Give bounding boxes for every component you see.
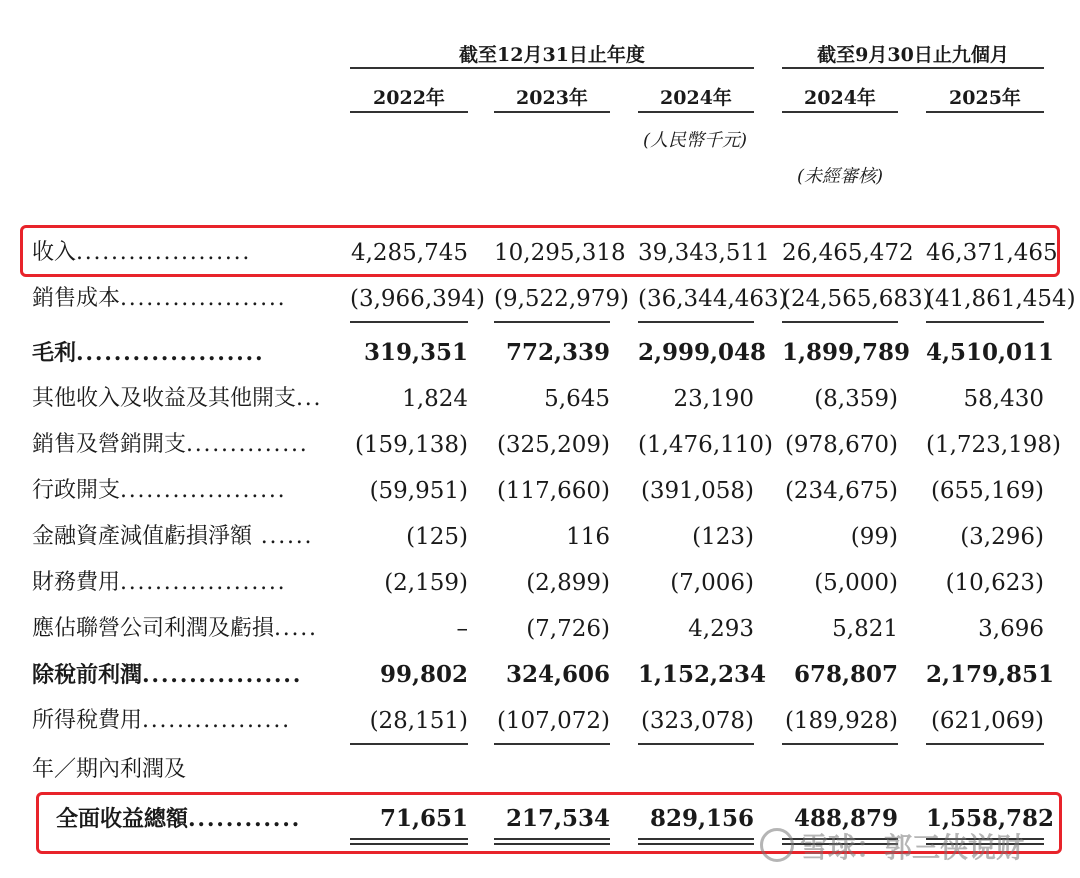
cell-value-9m-2025: 3,696 (978, 616, 1044, 642)
cell-value-9m-2024: (189,928) (784, 708, 898, 734)
year-header-4-rule (782, 111, 898, 113)
leader-dots: ................. (142, 662, 303, 688)
year-header-4: 2024年 (804, 87, 876, 109)
cell-value-2023: (117,660) (496, 478, 610, 504)
leader-dots: ................... (120, 570, 287, 595)
cell-value-9m-2025: (10,623) (945, 570, 1044, 596)
cell-value-9m-2024: (99) (850, 524, 898, 550)
cell-value-2024: 4,293 (688, 616, 754, 642)
table-row (0, 701, 1080, 741)
subtotal-rule (494, 743, 610, 745)
total-value-2024: 829,156 (649, 805, 754, 832)
cell-value-2022: 99,802 (379, 661, 468, 688)
cell-value-2023: 772,339 (505, 339, 610, 366)
table-row (0, 379, 1080, 419)
row-label: 其他收入及收益及其他開支... (32, 386, 323, 411)
total-value-9m-2025: 1,558,782 (926, 805, 1055, 832)
year-header-3-rule (638, 111, 754, 113)
row-label: 金融資產減值虧損淨額 ...... (32, 524, 314, 549)
leader-dots: .................... (76, 340, 265, 366)
subtotal-rule (926, 321, 1044, 323)
leader-dots: ... (296, 386, 323, 411)
cell-value-2022: (125) (406, 524, 468, 550)
total-value-9m-2024: 488,879 (793, 805, 898, 832)
cell-value-9m-2025: 2,179,851 (926, 661, 1055, 688)
subtotal-rule (350, 321, 468, 323)
subtotal-rule (638, 743, 754, 745)
table-row (0, 279, 1080, 319)
cell-value-9m-2024: (8,359) (814, 386, 898, 412)
year-header-2-rule (494, 111, 610, 113)
cell-value-2022: (28,151) (369, 708, 468, 734)
table-row (0, 425, 1080, 465)
row-label: 除稅前利潤................. (32, 662, 303, 688)
watermark-text: 雪球：郭三侠说财 (800, 831, 1025, 864)
year-header-3: 2024年 (660, 87, 732, 109)
cell-value-2024: (7,006) (670, 570, 754, 596)
cell-value-2024: (391,058) (640, 478, 754, 504)
cell-value-9m-2025: 58,430 (963, 386, 1044, 412)
cell-value-2022: (59,951) (369, 478, 468, 504)
group-header-fiscal-year: 截至12月31日止年度 (459, 44, 645, 66)
watermark-logo-icon (760, 828, 794, 862)
cell-value-2024: 23,190 (673, 386, 754, 412)
row-label: 收入.................... (32, 240, 252, 265)
cell-value-2024: (36,344,463) (638, 286, 788, 312)
cell-value-2024: (323,078) (640, 708, 754, 734)
cell-value-2024: 2,999,048 (638, 339, 767, 366)
year-header-2: 2023年 (516, 87, 588, 109)
row-label: 應佔聯營公司利潤及虧損..... (32, 616, 318, 641)
cell-value-2022: 1,824 (402, 386, 468, 412)
cell-value-9m-2024: 1,899,789 (782, 339, 911, 366)
cell-value-2022: (159,138) (354, 432, 468, 458)
group-header-nine-months-rule (782, 67, 1044, 69)
cell-value-9m-2025: 4,510,011 (926, 339, 1055, 366)
cell-value-9m-2024: (978,670) (784, 432, 898, 458)
total-value-2023: 217,534 (505, 805, 610, 832)
cell-value-2023: (9,522,979) (494, 286, 630, 312)
total-double-rule-1 (350, 838, 468, 845)
row-label: 行政開支................... (32, 478, 287, 503)
currency-note: (人民幣千元) (642, 130, 748, 151)
table-row (0, 517, 1080, 557)
row-label: 銷售成本................... (32, 286, 287, 311)
cell-value-2023: 324,606 (505, 661, 610, 688)
leader-dots: .............. (186, 432, 309, 457)
group-header-fiscal-year-rule (350, 67, 754, 69)
cell-value-2022: (3,966,394) (350, 286, 486, 312)
cell-value-9m-2025: (621,069) (930, 708, 1044, 734)
row-label: 銷售及營銷開支.............. (32, 432, 309, 457)
cell-value-9m-2024: 678,807 (793, 661, 898, 688)
leader-dots: ...... (252, 524, 314, 549)
table-row (0, 233, 1080, 273)
subtotal-rule (782, 321, 898, 323)
year-header-5: 2025年 (949, 87, 1021, 109)
unaudited-note: (未經審核) (796, 166, 884, 187)
cell-value-9m-2024: 5,821 (832, 616, 898, 642)
cell-value-2024: 39,343,511 (638, 240, 770, 266)
total-value-2022: 71,651 (379, 805, 468, 832)
cell-value-9m-2025: (1,723,198) (926, 432, 1062, 458)
subtotal-rule (350, 743, 468, 745)
cell-value-2024: 1,152,234 (638, 661, 767, 688)
cell-value-9m-2024: (24,565,683) (782, 286, 932, 312)
cell-value-2024: (1,476,110) (638, 432, 774, 458)
cell-value-2023: 10,295,318 (494, 240, 626, 266)
cell-value-2022: (2,159) (384, 570, 468, 596)
total-double-rule-2 (494, 838, 610, 845)
leader-dots: .................... (76, 240, 252, 265)
cell-value-9m-2025: (3,296) (960, 524, 1044, 550)
year-header-1-rule (350, 111, 468, 113)
subheading-profit: 年／期內利潤及 (32, 757, 187, 782)
cell-value-9m-2025: 46,371,465 (926, 240, 1058, 266)
leader-dots: ..... (274, 616, 318, 641)
total-double-rule-3 (638, 838, 754, 845)
leader-dots: ................. (142, 708, 291, 733)
cell-value-9m-2024: 26,465,472 (782, 240, 914, 266)
subtotal-rule (926, 743, 1044, 745)
leader-dots: ................... (120, 286, 287, 311)
table-row (0, 333, 1080, 373)
cell-value-2023: (325,209) (496, 432, 610, 458)
cell-value-9m-2025: (655,169) (930, 478, 1044, 504)
cell-value-2022: 319,351 (363, 339, 468, 366)
table-row (0, 609, 1080, 649)
cell-value-2022: – (456, 616, 468, 642)
cell-value-2023: 116 (566, 524, 610, 550)
cell-value-2023: (7,726) (526, 616, 610, 642)
year-header-1: 2022年 (373, 87, 445, 109)
cell-value-2023: (2,899) (526, 570, 610, 596)
cell-value-9m-2025: (41,861,454) (926, 286, 1076, 312)
cell-value-9m-2024: (5,000) (814, 570, 898, 596)
row-label: 所得稅費用................. (32, 708, 291, 733)
subtotal-rule (494, 321, 610, 323)
table-row (0, 563, 1080, 603)
table-row (0, 471, 1080, 511)
cell-value-9m-2024: (234,675) (784, 478, 898, 504)
row-label: 毛利.................... (32, 340, 265, 366)
total-row-dots: ............ (188, 806, 302, 832)
cell-value-2022: 4,285,745 (350, 240, 468, 266)
leader-dots: ................... (120, 478, 287, 503)
group-header-nine-months: 截至9月30日止九個月 (817, 44, 1009, 66)
row-label: 財務費用................... (32, 570, 287, 595)
cell-value-2023: 5,645 (544, 386, 610, 412)
cell-value-2024: (123) (692, 524, 754, 550)
total-row-label: 全面收益總額............ (56, 806, 302, 832)
subtotal-rule (782, 743, 898, 745)
year-header-5-rule (926, 111, 1044, 113)
subtotal-rule (638, 321, 754, 323)
table-row (0, 655, 1080, 695)
cell-value-2023: (107,072) (496, 708, 610, 734)
